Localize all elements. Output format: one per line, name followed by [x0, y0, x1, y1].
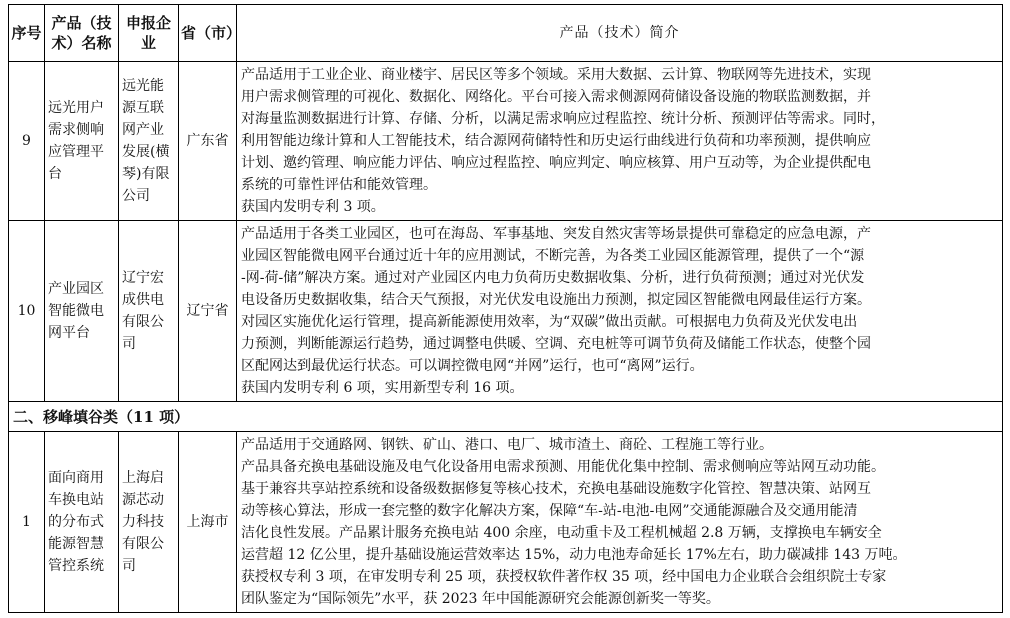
company-name-line: 源互联: [122, 100, 164, 116]
product-name-line: 产业园区: [48, 281, 104, 297]
intro-line: 产品适用于各类工业园区，也可在海岛、军事基地、突发自然灾害等场景提供可靠稳定的应急电源，产: [241, 226, 871, 242]
company-name-line: 司: [122, 336, 136, 352]
product-name-line: 台: [48, 166, 62, 182]
company-name-line: 发展(横: [122, 144, 170, 160]
province: 辽宁省: [179, 221, 237, 402]
header-product: 产品（技术）名称: [45, 5, 119, 62]
intro-line: 产品适用于工业企业、商业楼宇、居民区等多个领域。采用大数据、云计算、物联网等先进技术，实现: [241, 67, 871, 83]
intro-line: 利用智能边缘计算和人工智能技术，结合源网荷储特性和历史运行曲线进行负荷和功率预测，提供响应: [241, 133, 871, 149]
product-table: [8, 4, 1003, 613]
intro-line: 对园区实施优化运行管理，提高新能源使用效率，为“双碳”做出贡献。可根据电力负荷及光伏发电出: [241, 314, 858, 330]
company-name-line: 有限公: [122, 314, 164, 330]
header-intro: 产品（技术）简介: [237, 5, 1003, 62]
intro-line: 洁化良性发展。产品累计服务充换电站 400 余座，电动重卡及工程机械超 2.8 万辆，支撑换电车辆安全: [241, 525, 882, 541]
company-name-line: 成供电: [122, 292, 164, 308]
company-name-line: 上海启: [122, 470, 164, 486]
intro-line: 基于兼容共享站控系统和设备级数据修复等核心技术，充换电基础设施数字化管控、智慧决策、站网互: [241, 481, 871, 497]
product-intro: [237, 432, 1003, 613]
intro-line: 用户需求侧管理的可视化、数据化、网络化。平台可接入需求侧源网荷储设备设施的物联监测数据，并: [241, 89, 871, 105]
product-name-line: 能源智慧: [48, 536, 104, 552]
intro-line: 运营超 12 亿公里，提升基础设施运营效率达 15%，动力电池寿命延长 17%左右，助力碳减排 143 万吨。: [241, 547, 907, 563]
table-row: [9, 432, 1003, 613]
table-header-row: [9, 5, 1003, 62]
intro-line: 获授权专利 3 项，在审发明专利 25 项，获授权软件著作权 35 项，经中国电力企业联合会组织院士专家: [241, 569, 887, 585]
row-number: 10: [9, 221, 45, 402]
section-title: 二、移峰填谷类（11 项）: [9, 402, 1003, 432]
intro-line: 业园区智能微电网平台通过近十年的应用测试，不断完善，为各类工业园区能源管理，提供了一个“源: [241, 248, 865, 264]
intro-line: 电设备历史数据收集，结合天气预报，对光伏发电设施出力预测，拟定园区智能微电网最佳运行方案。: [241, 292, 871, 308]
intro-line: 系统的可靠性评估和能效管理。: [241, 177, 437, 193]
intro-line: 获国内发明专利 6 项，实用新型专利 16 项。: [241, 380, 524, 396]
company-name-line: 源芯动: [122, 492, 164, 508]
product-name-line: 需求侧响: [48, 122, 104, 138]
company-name-line: 琴)有限: [122, 166, 170, 182]
product-name-line: 车换电站: [48, 492, 104, 508]
product-name-line: 面向商用: [48, 470, 104, 486]
product-name-line: 应管理平: [48, 144, 104, 160]
product-name: [45, 432, 119, 613]
company-name: [119, 62, 179, 221]
row-number: 1: [9, 432, 45, 613]
product-name: [45, 221, 119, 402]
intro-line: 动等核心算法，形成一套完整的数字化解决方案，保障“车-站-电池-电网”交通能源融合及交通用能清: [241, 503, 858, 519]
intro-line: 计划、邀约管理、响应能力评估、响应过程监控、响应判定、响应核算、用户互动等，为企业提供配电: [241, 155, 871, 171]
row-number: 9: [9, 62, 45, 221]
company-name-line: 网产业: [122, 122, 164, 138]
header-no: 序号: [9, 5, 45, 62]
product-name-line: 网平台: [48, 325, 90, 341]
intro-line: 对海量监测数据进行计算、存储、分析，以满足需求响应过程监控、统计分析、预测评估等需求。同时，: [241, 111, 885, 127]
intro-line: 产品适用于交通路网、钢铁、矿山、港口、电厂、城市渣土、商砼、工程施工等行业。: [241, 437, 773, 453]
intro-line: 区配网达到最优运行状态。可以调控微电网“并网”运行，也可“离网”运行。: [241, 358, 704, 374]
product-intro: [237, 62, 1003, 221]
company-name-line: 有限公: [122, 536, 164, 552]
intro-line: 产品具备充换电基础设施及电气化设备用电需求预测、用能优化集中控制、需求侧响应等站网互动功能。: [241, 459, 885, 475]
company-name: [119, 221, 179, 402]
section-row: [9, 402, 1003, 432]
product-intro: [237, 221, 1003, 402]
intro-line: -网-荷-储”解决方案。通过对产业园区内电力负荷历史数据收集、分析，进行负荷预测；通过对光伏发: [241, 270, 865, 286]
product-name-line: 管控系统: [48, 558, 104, 574]
company-name-line: 司: [122, 558, 136, 574]
company-name: [119, 432, 179, 613]
province: 广东省: [179, 62, 237, 221]
table-row: [9, 221, 1003, 402]
province: 上海市: [179, 432, 237, 613]
product-name-line: 智能微电: [48, 303, 104, 319]
product-name-line: 远光用户: [48, 100, 104, 116]
intro-line: 获国内发明专利 3 项。: [241, 199, 385, 215]
intro-line: 团队鉴定为“国际领先”水平，获 2023 年中国能源研究会能源创新奖一等奖。: [241, 591, 720, 607]
product-name: [45, 62, 119, 221]
product-name-line: 的分布式: [48, 514, 104, 530]
intro-line: 力预测，判断能源运行趋势，通过调整电供暖、空调、充电桩等可调节负荷及储能工作状态，使整个园: [241, 336, 871, 352]
header-company: 申报企业: [119, 5, 179, 62]
company-name-line: 辽宁宏: [122, 270, 164, 286]
header-province: 省（市）: [179, 5, 237, 62]
table-row: [9, 62, 1003, 221]
company-name-line: 公司: [122, 188, 150, 204]
company-name-line: 力科技: [122, 514, 164, 530]
company-name-line: 远光能: [122, 78, 164, 94]
